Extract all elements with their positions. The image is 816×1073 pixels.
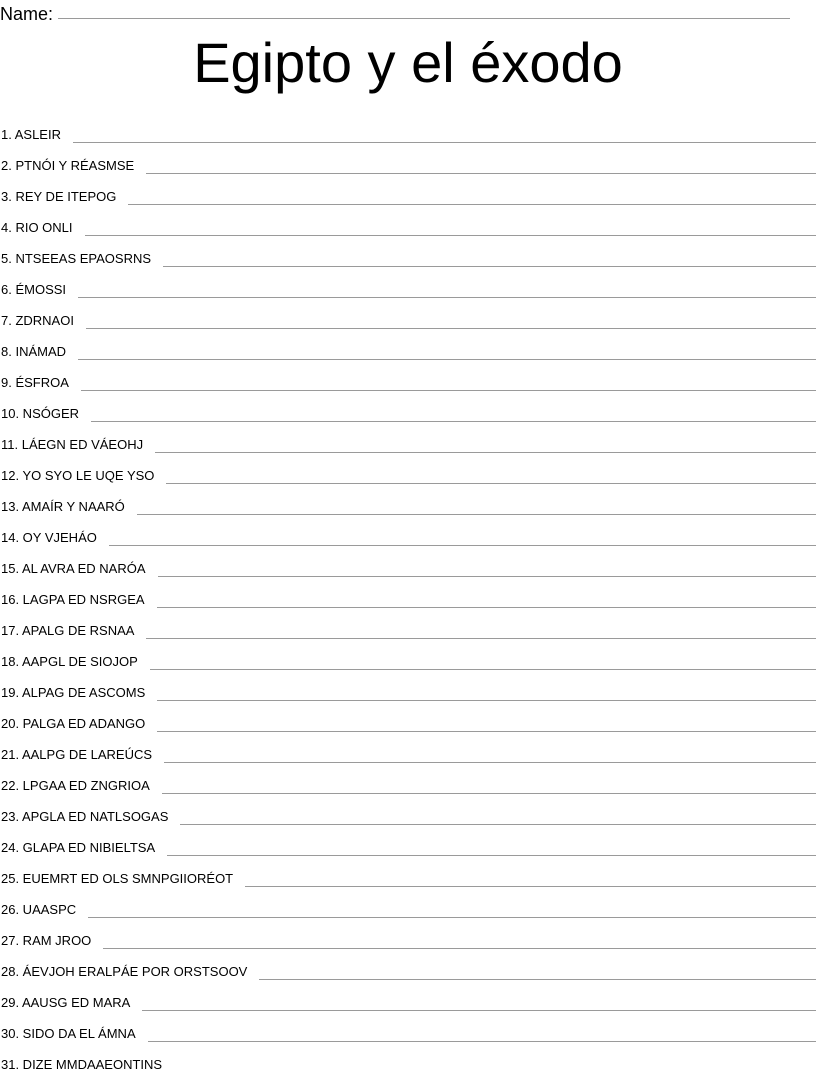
answer-line[interactable]	[162, 793, 816, 794]
answer-line[interactable]	[166, 483, 816, 484]
list-item	[0, 112, 816, 143]
scrambled-word: 27. RAM JROO	[1, 933, 92, 948]
scrambled-word: 4. RIO ONLI	[1, 220, 73, 235]
scrambled-word: 14. OY VJEHÁO	[1, 530, 97, 545]
answer-line[interactable]	[163, 266, 816, 267]
answer-line[interactable]	[150, 669, 816, 670]
list-item	[0, 205, 816, 236]
answer-line[interactable]	[155, 452, 816, 453]
scrambled-word: 9. ÉSFROA	[1, 375, 69, 390]
list-item	[0, 577, 816, 608]
list-item	[0, 422, 816, 453]
name-row	[0, 0, 790, 24]
answer-line[interactable]	[109, 545, 816, 546]
answer-line[interactable]	[142, 1010, 816, 1011]
answer-line[interactable]	[128, 204, 816, 205]
list-item	[0, 980, 816, 1011]
scrambled-word: 28. ÁEVJOH ERALPÁE POR ORSTSOOV	[1, 964, 248, 979]
scrambled-word: 1. ASLEIR	[1, 127, 61, 142]
scrambled-word: 8. INÁMAD	[1, 344, 67, 359]
scrambled-word: 22. LPGAA ED ZNGRIOA	[1, 778, 150, 793]
answer-line[interactable]	[164, 762, 816, 763]
list-item	[0, 949, 816, 980]
list-item	[0, 701, 816, 732]
list-item	[0, 267, 816, 298]
scrambled-word: 21. AALPG DE LAREÚCS	[1, 747, 153, 762]
scrambled-word: 25. EUEMRT ED OLS SMNPGIIORÉOT	[1, 871, 234, 886]
answer-line[interactable]	[180, 824, 816, 825]
answer-line[interactable]	[157, 700, 816, 701]
list-item	[0, 1042, 816, 1073]
answer-line[interactable]	[73, 142, 816, 143]
answer-line[interactable]	[85, 235, 816, 236]
scrambled-word: 23. APGLA ED NATLSOGAS	[1, 809, 169, 824]
list-item	[0, 329, 816, 360]
scrambled-word: 12. YO SYO LE UQE YSO	[1, 468, 155, 483]
scrambled-word: 30. SIDO DA EL ÁMNA	[1, 1026, 136, 1041]
answer-line[interactable]	[86, 328, 816, 329]
list-item	[0, 608, 816, 639]
answer-line[interactable]	[157, 731, 816, 732]
scrambled-word: 11. LÁEGN ED VÁEOHJ	[1, 437, 144, 452]
name-answer-line[interactable]	[58, 18, 790, 19]
answer-line[interactable]	[81, 390, 816, 391]
scrambled-word: 3. REY DE ITEPOG	[1, 189, 117, 204]
list-item	[0, 763, 816, 794]
list-item	[0, 1011, 816, 1042]
list-item	[0, 918, 816, 949]
scrambled-word: 29. AAUSG ED MARA	[1, 995, 131, 1010]
list-item	[0, 453, 816, 484]
answer-line[interactable]	[91, 421, 816, 422]
list-item	[0, 515, 816, 546]
scrambled-word: 17. APALG DE RSNAA	[1, 623, 135, 638]
scrambled-word: 20. PALGA ED ADANGO	[1, 716, 146, 731]
list-item	[0, 856, 816, 887]
scrambled-word: 15. AL AVRA ED NARÓA	[1, 561, 146, 576]
answer-line[interactable]	[146, 173, 816, 174]
scrambled-word: 18. AAPGL DE SIOJOP	[1, 654, 138, 669]
scrambled-word: 26. UAASPC	[1, 902, 77, 917]
list-item	[0, 174, 816, 205]
list-item	[0, 298, 816, 329]
list-item	[0, 794, 816, 825]
answer-line[interactable]	[88, 917, 816, 918]
scrambled-word: 2. PTNÓI Y RÉASMSE	[1, 158, 135, 173]
answer-line[interactable]	[158, 576, 816, 577]
answer-line[interactable]	[157, 607, 816, 608]
scrambled-word: 10. NSÓGER	[1, 406, 80, 421]
answer-line[interactable]	[78, 297, 816, 298]
scrambled-word: 19. ALPAG DE ASCOMS	[1, 685, 146, 700]
scrambled-word: 24. GLAPA ED NIBIELTSA	[1, 840, 156, 855]
list-item	[0, 143, 816, 174]
list-item	[0, 639, 816, 670]
scrambled-word: 16. LAGPA ED NSRGEA	[1, 592, 145, 607]
worksheet-title: Egipto y el éxodo	[193, 31, 623, 94]
answer-line[interactable]	[146, 638, 816, 639]
scramble-list	[0, 112, 816, 1073]
answer-line[interactable]	[78, 359, 816, 360]
scrambled-word: 5. NTSEEAS EPAOSRNS	[1, 251, 152, 266]
list-item	[0, 546, 816, 577]
name-label: Name:	[0, 4, 54, 24]
list-item	[0, 825, 816, 856]
list-item	[0, 670, 816, 701]
list-item	[0, 484, 816, 515]
scrambled-word: 13. AMAÍR Y NAARÓ	[1, 499, 125, 514]
list-item	[0, 360, 816, 391]
scrambled-word: 31. DIZE MMDAAEONTINS	[1, 1057, 163, 1072]
scrambled-word: 6. ÉMOSSI	[1, 282, 67, 297]
list-item	[0, 391, 816, 422]
answer-line[interactable]	[259, 979, 816, 980]
scrambled-word: 7. ZDRNAOI	[1, 313, 74, 328]
answer-line[interactable]	[103, 948, 816, 949]
answer-line[interactable]	[245, 886, 816, 887]
answer-line[interactable]	[167, 855, 816, 856]
list-item	[0, 236, 816, 267]
list-item	[0, 732, 816, 763]
list-item	[0, 887, 816, 918]
answer-line[interactable]	[148, 1041, 816, 1042]
answer-line[interactable]	[137, 514, 816, 515]
